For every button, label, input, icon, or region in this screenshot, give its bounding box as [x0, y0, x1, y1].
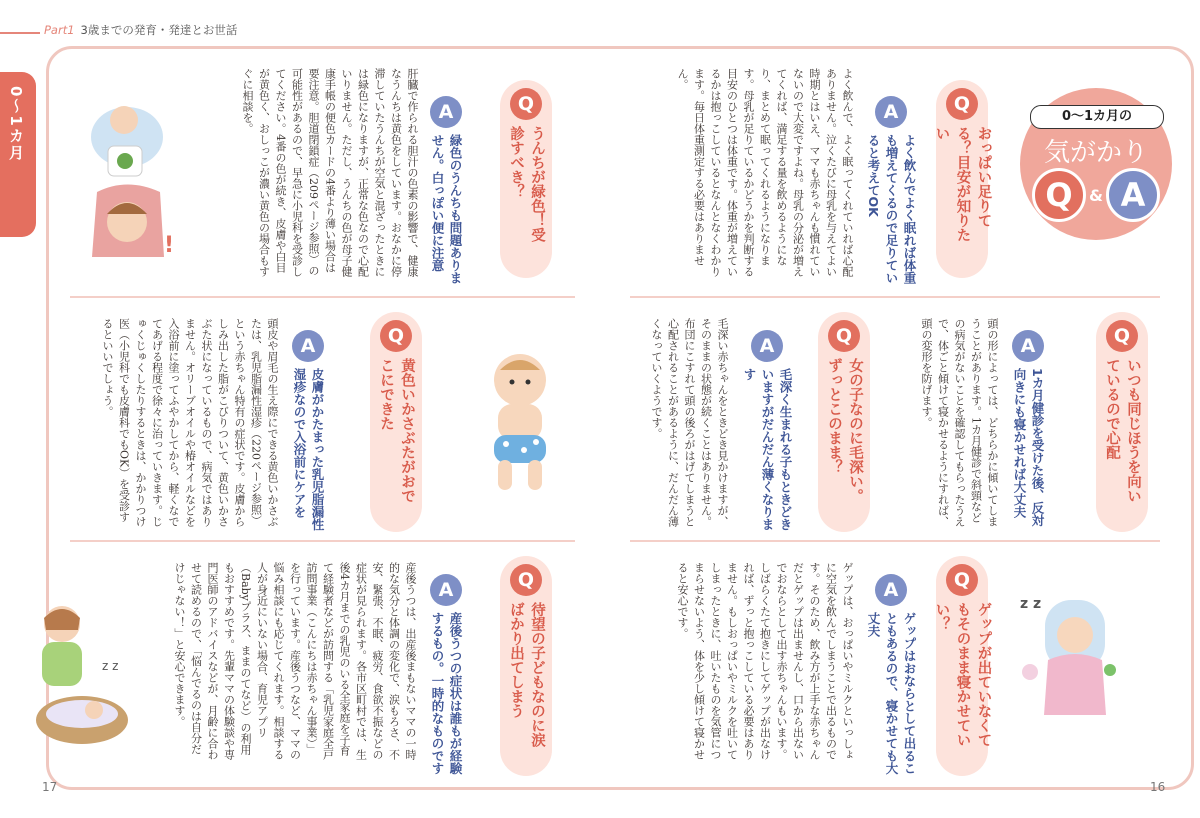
answer-body: 頭の形によっては、どちらかに傾いてしまうことがあります。1カ月健診で斜頸などの病気がないことを確認してもらったうえで、体ごと傾けて寝かせるようにすれば、頭の変形を防げます。 — [920, 318, 999, 527]
answer-3 — [740, 330, 794, 538]
a-icon: A — [430, 574, 462, 606]
answer-text: 産後うつの症状は誰もが経験するもの。一時的なものです — [430, 612, 463, 775]
question-6 — [500, 556, 552, 776]
svg-text:z z: z z — [1020, 596, 1042, 612]
answer-text: 緑色のうんちも問題ありません。白っぽい便に注意 — [430, 134, 463, 284]
title-badge-pill: 0〜1カ月の — [1030, 105, 1164, 129]
answer-body: 毛深い赤ちゃんをときどき見かけますが、そのままの状態が続くことはありません。布団にこすれて頭の後ろがはげてしまうと心配されることがあるように、だんだん薄くなっていくようです。 — [650, 318, 729, 527]
divider — [630, 296, 1160, 298]
question-2 — [1096, 312, 1148, 532]
answer-body: 産後うつは、出産後まもないママの一時的な気分と体調の変化で、涙もろさ、不安、緊張、不眠、疲労、食欲不振などの症状が見られます。各市区町村では、生後4カ月までの乳児のいる全家庭を子育て経験者などが訪問する「乳児家庭全戸訪問事業（こんにちは赤ちゃん事業）」を行っています。産後うつなど、ママの悩み相談にも応じてくれます。相談する人が身近にいない場合、育児アプリ（Babyプラス、ままのてなど）の利用もおすすめです。先輩ママの体験談や専門医師のアドバイスなどが、月齢に合わせて読めるので、「悩んでるのは自分だけじゃない！」と安心できます。 — [173, 562, 417, 760]
question-text: 女の子なのに毛深い。ずっとこのまま？ — [826, 358, 863, 503]
divider — [630, 540, 1160, 542]
question-text: うんちが緑色！受診すべき？ — [508, 126, 545, 242]
title-amp: & — [1089, 185, 1103, 205]
divider — [70, 296, 575, 298]
q-icon: Q — [380, 320, 412, 352]
baby-illustration — [474, 340, 564, 500]
divider — [70, 540, 575, 542]
title-badge-main: 気がかり — [1043, 138, 1148, 168]
answer-text: よく飲んでよく眠れば体重も増えてくるので足りていると考えてOK — [866, 134, 917, 284]
question-3 — [818, 312, 870, 532]
q-icon: Q — [946, 564, 978, 596]
answer-5 — [864, 574, 918, 782]
svg-text:!: ! — [164, 233, 175, 258]
answer-body: 頭皮や眉毛の生え際にできる黄色いかさぶたは、乳児脂漏性湿疹（220ページ参照）という赤ちゃん特有の症状です。皮膚からしみ出した脂がこびりついて、黄色いかさぶた状になっているもので、病気ではありません。オリーブオイルや椿オイルなどを入浴前に塗ってふやかしてから、軽くなでてあげる程度で徐々に治っていきます。じゅくじゅくしたりするときは、かかりつけ医（小児科でも皮膚科でもOK）を受診するといいでしょう。 — [101, 318, 279, 527]
svg-text:z z: z z — [102, 659, 119, 673]
answer-body: よく飲んで、よく眠ってくれていれば心配ありません。泣くたびに母乳を与えてよい時期とはいえ、ママも赤ちゃんも慣れていないので大変ですよね。母乳の分泌が増えてくれば、満足する量を飲めるようになり、まとめて眠ってくれるようになります。母乳が足りているかどうかを判断する目安のひとつは体重です。体重が増えているかは抱っこしているとなんとなくわかります。毎日体重測定する必要はありません。 — [676, 68, 854, 277]
answer-text: 皮膚がかたまった乳児脂漏性湿疹なので入浴前にケアを — [292, 368, 325, 531]
question-4 — [370, 312, 422, 532]
answer-text: 毛深く生まれる子もときどきいますがだんだん薄くなります — [742, 368, 793, 531]
part-label: Part1 — [44, 23, 75, 37]
answer-4 — [290, 330, 326, 538]
a-icon: A — [751, 330, 783, 362]
a-icon: A — [875, 574, 907, 606]
answer-0 — [864, 96, 918, 284]
q-icon: Q — [510, 88, 542, 120]
answer-text: 1カ月健診を受けた後、反対向きにも寝かせれば大丈夫 — [1012, 368, 1045, 527]
answer-text: ゲップはおならとして出ることもあるので、寝かせても大丈夫 — [866, 612, 917, 775]
question-text: ゲップが出ていなくてもそのまま寝かせていい？ — [933, 602, 992, 747]
a-icon: A — [1012, 330, 1044, 362]
spine-label: 0〜1カ月 — [7, 86, 25, 162]
running-header — [44, 22, 237, 38]
sleeping-baby-illustration — [1020, 590, 1120, 720]
a-icon: A — [292, 330, 324, 362]
question-0 — [933, 80, 992, 278]
question-1 — [500, 80, 552, 278]
question-5 — [933, 556, 992, 776]
diaper-change-illustration — [72, 92, 182, 272]
header-rule — [0, 32, 40, 34]
a-icon: A — [875, 96, 907, 128]
answer-body: ゲップは、おっぱいやミルクといっしょに空気を飲んでしまうことで出るものです。そのため、飲み方が上手な赤ちゃんだとゲップは出ませんし、口から出ないでおならとして出す赤ちゃんもいます。しばらくたて抱きにしてゲップが出なければ、ずっと抱っこしている必要はありません。もしおっぱいやミルクを吐いてしまったときに、吐いたものを気管につまらせないよう、体を少し傾けて寝かせると安心です。 — [676, 562, 854, 760]
q-icon: Q — [828, 320, 860, 352]
a-icon: A — [430, 96, 462, 128]
question-text: 黄色いかさぶたがおでこにできた — [378, 358, 415, 503]
title-a-icon: A — [1106, 168, 1160, 222]
title-q-icon: Q — [1032, 168, 1086, 222]
chapter-title: 3歳までの発育・発達とお世話 — [80, 23, 238, 37]
q-icon: Q — [510, 564, 542, 596]
q-icon: Q — [946, 88, 978, 120]
crying-mother-illustration — [14, 600, 134, 750]
q-icon: Q — [1106, 320, 1138, 352]
answer-6 — [428, 574, 464, 782]
title-badge-qa — [1022, 168, 1170, 222]
question-text: 待望の子どもなのに涙ばかり出てしまう — [508, 602, 545, 747]
page-number-left: 17 — [42, 780, 58, 794]
page-number-right: 16 — [1150, 780, 1166, 794]
answer-1 — [428, 96, 464, 284]
answer-2 — [1010, 330, 1046, 538]
answer-body: 肝臓で作られる胆汁の色素の影響で、健康なうんちは黄色をしています。おなかに停滞していたうんちが空気と混ざったときには緑色になりますが、正常な色なので心配いりません。ただし、うんちの色が母子健康手帳の便色カードの4番より薄い場合は要注意。胆道閉鎖症（209ページ参照）の可能性があるので、早急に小児科を受診してください。4番の色が続き、皮膚や白目が黄色く、おしっこが濃い黄色の場合もすぐに相談を。 — [241, 68, 419, 277]
question-text: おっぱい足りてる？目安が知りたい — [933, 126, 992, 242]
question-text: いつも同じほうを向いているので心配 — [1104, 358, 1141, 503]
